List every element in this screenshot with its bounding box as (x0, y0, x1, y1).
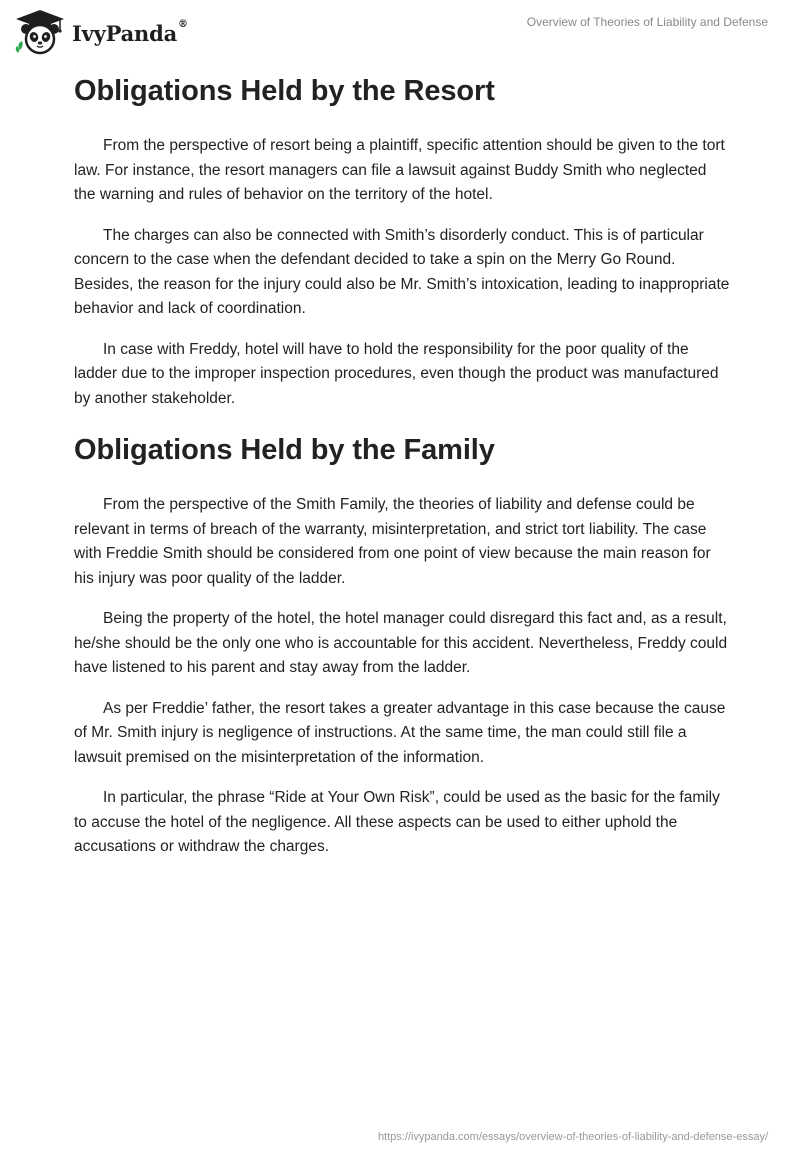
paragraph: In particular, the phrase “Ride at Your Own Risk”, could be used as the basic for the family to accuse the hotel of the negligence. All these aspects can be used to either uphold the accusations or withdraw the charges. (74, 789, 720, 855)
paragraph: As per Freddie’ father, the resort takes a greater advantage in this case because the cause of Mr. Smith injury is negligence of instructions. At the same time, the man could still file a lawsuit premised on the misinterpretation of the information. (74, 699, 726, 766)
source-url-link[interactable]: https://ivypanda.com/essays/overview-of-theories-of-liability-and-defense-essay/ (377, 1131, 768, 1143)
document-title: Overview of Theories of Liability and Defense (526, 15, 768, 29)
ivypanda-logo[interactable] (14, 8, 188, 56)
section-heading-family: Obligations Held by the Family (74, 434, 495, 466)
paragraph: Being the property of the hotel, the hotel manager could disregard this fact and, as a result, he/she should be the only one who is accountable for this accident. Nevertheless, Freddy could have listened to his parent and stay away from the ladder. (74, 610, 728, 676)
registered-mark: ® (178, 18, 188, 30)
paragraph: In case with Freddy, hotel will have to hold the responsibility for the poor quality of the ladder due to the improper inspection procedures, even though the product was manufactured by another stakeholder. (74, 340, 719, 407)
essay-body (74, 68, 730, 876)
section-heading-resort: Obligations Held by the Resort (74, 75, 495, 107)
paragraph: From the perspective of resort being a plaintiff, specific attention should be given to the tort law. For instance, the resort managers can file a lawsuit against Buddy Smith who neglected the warning and rules of behavior on the territory of the hotel. (74, 137, 725, 203)
panda-graduate-icon (14, 8, 66, 56)
brand-name: IvyPanda® (72, 18, 188, 46)
paragraph: From the perspective of the Smith Family, the theories of liability and defense could be relevant in terms of breach of the warranty, misinterpretation, and strict tort liability. The case with Freddie Smith should be considered from one point of view because the main reason for his injury was poor quality of the ladder. (74, 496, 711, 587)
paragraph: The charges can also be connected with Smith’s disorderly conduct. This is of particular concern to the case when the defendant decided to take a spin on the Merry Go Round. Besides, the reason for the injury could also be Mr. Smith’s intoxication, leading to inappropriate behavior and lack of coordination. (74, 226, 730, 317)
page-header (0, 0, 800, 70)
